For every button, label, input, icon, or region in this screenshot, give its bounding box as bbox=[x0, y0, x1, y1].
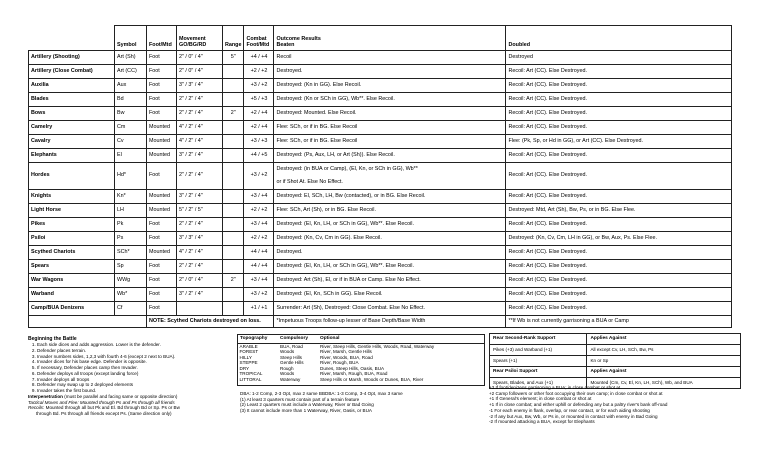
topography-compulsory: Woods bbox=[280, 371, 295, 377]
troop-movement bbox=[177, 302, 223, 316]
col-movement: Movement GO/BG/RD bbox=[177, 26, 223, 51]
support-applies: All except Cv, LH, SCh, Bw, Ps bbox=[587, 345, 741, 356]
troop-symbol: Cf bbox=[115, 302, 147, 316]
troop-name: Elephants bbox=[29, 149, 115, 163]
topography-compulsory: BUA, Road bbox=[280, 343, 303, 349]
troop-beaten bbox=[274, 107, 506, 121]
troop-type: Mounted bbox=[147, 135, 177, 149]
topography-type: TROPICAL bbox=[239, 371, 263, 377]
troop-name: War Wagons bbox=[29, 274, 115, 288]
troop-movement: 2" / 2" / 4" bbox=[177, 218, 223, 232]
troop-doubled: Destroyed: (Kn, Cv, Cm, LH in GG), or Bw, Aux, Ps. Else Flee. bbox=[506, 232, 732, 246]
col-symbol: Symbol bbox=[115, 26, 147, 51]
troop-doubled: Recoil: Art (CC). Else Destroyed. bbox=[506, 79, 732, 93]
troop-movement: 3" / 2" / 4" bbox=[177, 190, 223, 204]
troop-symbol: Cv bbox=[115, 135, 147, 149]
troop-table-header bbox=[29, 26, 732, 51]
troop-name: Bows bbox=[29, 107, 115, 121]
troop-range bbox=[223, 65, 244, 79]
troop-combat: +4 / +5 bbox=[244, 149, 274, 163]
troop-symbol: Cm bbox=[115, 121, 147, 135]
troop-beaten bbox=[274, 302, 506, 316]
troop-range bbox=[223, 288, 244, 302]
troop-symbol: Art (CC) bbox=[115, 65, 147, 79]
troop-doubled: Flee: (Pk, Sp, or Hd in GG), or Art (CC). Else Destroyed. bbox=[506, 135, 732, 149]
troop-beaten-text: Flee: SCh, or if in BG. Else Recoil bbox=[276, 137, 358, 144]
troop-row bbox=[29, 51, 732, 65]
col-combat: Combat Foot/Mtd bbox=[244, 26, 274, 51]
topography-type: DRY bbox=[239, 365, 250, 371]
troop-doubled: Recoil: Art (CC). Else Destroyed. bbox=[506, 107, 732, 121]
col-range: Range bbox=[223, 26, 244, 51]
troop-type: Foot bbox=[147, 65, 177, 79]
troop-range bbox=[223, 246, 244, 260]
note-warband: **If Wb is not currently garrisoning a BUA or Camp bbox=[506, 316, 732, 328]
troop-symbol: El bbox=[115, 149, 147, 163]
interpenetration-text: Interpenetration (must be parallel and facing same or opposite direction) bbox=[28, 393, 178, 399]
beginning-battle bbox=[28, 336, 228, 417]
interpenetration-line2: Tactical Moves and Flee: Mounted through Ps and Ps through all friends bbox=[28, 399, 175, 405]
modifier-line: -1 For each enemy in flank, overlap, or rear contact, or for each aiding shooting bbox=[489, 407, 650, 413]
troop-combat: +2 / +2 bbox=[244, 65, 274, 79]
topography-optional: Steep Hills or Marsh, Woods or Dunes, BUA, River bbox=[320, 376, 424, 382]
troop-movement: 4" / 2" / 4" bbox=[177, 135, 223, 149]
troop-table-body bbox=[29, 51, 732, 316]
troop-combat: +3 / +4 bbox=[244, 190, 274, 204]
troop-row bbox=[29, 260, 732, 274]
beginning-title: Beginning the Battle bbox=[28, 336, 77, 342]
recoils-line2: through Bd. Ps through all friends except Ps. (Same direction only) bbox=[36, 411, 172, 417]
support-troops: Pikes (+3) and Warband (+1) bbox=[490, 345, 587, 356]
modifier-line: -2 If any but Aux, Bw, Wb, or Ps in, or mounted in contact with enemy in Bad Going bbox=[489, 413, 658, 419]
troop-row bbox=[29, 93, 732, 107]
troop-range bbox=[223, 149, 244, 163]
troop-range: 2" bbox=[223, 107, 244, 121]
troop-type: Foot bbox=[147, 232, 177, 246]
troop-range bbox=[223, 135, 244, 149]
troop-beaten-text: Destroyed: (Kn in GG). Else Recoil. bbox=[276, 81, 362, 88]
troop-range bbox=[223, 163, 244, 190]
support-applies: Mounted (Cm, Cv, El, Kn, LH, SCh), Wb, and BUA bbox=[587, 378, 741, 389]
troop-row bbox=[29, 246, 732, 260]
dba-rules bbox=[240, 391, 488, 414]
troop-name: Scythed Chariots bbox=[29, 246, 115, 260]
modifier-line: +1 If in close combat; and either uphill or defending any but a paltry river's bank off-road bbox=[489, 402, 668, 408]
troop-movement: 3" / 2" / 4" bbox=[177, 288, 223, 302]
beginning-step: 8. Defender may swap up to 2 deployed elements bbox=[37, 382, 228, 388]
troop-name: Hordes bbox=[29, 163, 115, 190]
troop-beaten-text: Destroyed: Art (Sh), El, or if in BUA or Camp. Else No Effect. bbox=[276, 276, 421, 283]
troop-beaten bbox=[274, 218, 506, 232]
troop-type: Foot bbox=[147, 163, 177, 190]
col-outcome: Outcome Results Beaten bbox=[274, 26, 506, 51]
topography-optional: River, Marsh, Gentle Hills bbox=[320, 349, 372, 355]
troop-name: Artillery (Shooting) bbox=[29, 51, 115, 65]
dba-note: (1) At least 3 quarters must contain part of a terrain feature bbox=[240, 396, 360, 402]
troop-beaten-text: Destroyed: (in BUA or Camp), (El, Kn, or SCh in GG), Wb** bbox=[276, 166, 418, 172]
troop-symbol: Bw bbox=[115, 107, 147, 121]
troop-doubled: Recoil: Art (CC). Else Destroyed. bbox=[506, 218, 732, 232]
troop-movement: 2" / 2" / 4" bbox=[177, 107, 223, 121]
troop-range bbox=[223, 121, 244, 135]
beginning-step: 6. Defender deploys all troops (except landing force) bbox=[37, 371, 228, 377]
troop-doubled: Destroyed: Mtd, Art (Sh), Bw, Ps, or in BG. Else Flee. bbox=[506, 204, 732, 218]
troop-symbol: Pk bbox=[115, 218, 147, 232]
troop-range bbox=[223, 204, 244, 218]
troop-combat: +2 / +4 bbox=[244, 121, 274, 135]
troop-name: Camp/BUA Denizens bbox=[29, 302, 115, 316]
topography-optional: Dunes, Steep Hills, Oasis, BUA bbox=[320, 365, 385, 371]
topography-type: ARABLE bbox=[239, 343, 258, 349]
troop-beaten bbox=[274, 274, 506, 288]
troop-range: 5" bbox=[223, 51, 244, 65]
troop-beaten-text: Surrender: Art (Sh), Destroyed: Close Combat. Else No Effect. bbox=[276, 304, 425, 311]
troop-beaten bbox=[274, 79, 506, 93]
troop-movement: 2" / 2" / 4" bbox=[177, 260, 223, 274]
beginning-step: 3. Invader numbers sides, 1,2,3 with fourth 4-6 (except 2 next to BUA). bbox=[37, 354, 228, 360]
topography-compulsory: Woods bbox=[280, 349, 295, 355]
troop-row bbox=[29, 163, 732, 190]
troop-doubled: Recoil: Art (CC). Else Destroyed. bbox=[506, 246, 732, 260]
topography-type: LITTORAL bbox=[239, 376, 262, 382]
topography-compulsory: Rough bbox=[280, 365, 294, 371]
modifier-line: +1 If General's element; in close combat or shot at bbox=[489, 396, 592, 402]
troop-beaten-text: Flee: SCh, or if in BG. Else Recoil bbox=[276, 123, 358, 130]
troop-beaten-text: Destroyed: El, SCh, LH, Bw (contacted), or in BG. Else Recoil. bbox=[276, 192, 426, 199]
beginning-step: 7. Invader deploys all troops bbox=[37, 377, 228, 383]
support-header-cell: Rear Second-Rank Support bbox=[490, 334, 587, 345]
topography-type: FOREST bbox=[239, 349, 259, 355]
troop-type: Foot bbox=[147, 260, 177, 274]
troop-beaten-text: Destroyed: (Ps, Aux, LH, or Art (Sh)). Else Recoil. bbox=[276, 151, 395, 158]
troop-beaten bbox=[274, 204, 506, 218]
troop-beaten bbox=[274, 135, 506, 149]
combat-modifiers bbox=[489, 385, 744, 425]
notes-row bbox=[29, 316, 732, 328]
troop-symbol: Kn* bbox=[115, 190, 147, 204]
troop-beaten bbox=[274, 288, 506, 302]
troop-row bbox=[29, 135, 732, 149]
troop-combat: +2 / +4 bbox=[244, 107, 274, 121]
troop-movement: 5" / 2" / 5" bbox=[177, 204, 223, 218]
troop-range: 2" bbox=[223, 274, 244, 288]
troop-range bbox=[223, 232, 244, 246]
troop-type: Mounted bbox=[147, 190, 177, 204]
troop-name: Camelry bbox=[29, 121, 115, 135]
troop-row bbox=[29, 232, 732, 246]
troop-movement: 2" / 0" / 4" bbox=[177, 65, 223, 79]
troop-symbol: WWg bbox=[115, 274, 147, 288]
troop-doubled: Destroyed bbox=[506, 51, 732, 65]
troop-name: Pikes bbox=[29, 218, 115, 232]
troop-beaten-text: Destroyed: (El, Kn, LH, or SCh in GG), Wb**. Else Recoil. bbox=[276, 220, 414, 227]
troop-row bbox=[29, 218, 732, 232]
troop-beaten bbox=[274, 149, 506, 163]
troop-combat: +2 / +2 bbox=[244, 204, 274, 218]
troop-combat: +3 / +2 bbox=[244, 79, 274, 93]
troop-name: Psiloi bbox=[29, 232, 115, 246]
troop-type: Foot bbox=[147, 218, 177, 232]
troop-beaten bbox=[274, 246, 506, 260]
troop-range bbox=[223, 190, 244, 204]
troop-row bbox=[29, 204, 732, 218]
troop-doubled: Recoil: Art (CC). Else Destroyed. bbox=[506, 93, 732, 107]
troop-combat: +5 / +3 bbox=[244, 93, 274, 107]
troop-movement: 2" / 0" / 4" bbox=[177, 51, 223, 65]
troop-symbol: Art (Sh) bbox=[115, 51, 147, 65]
troop-beaten bbox=[274, 232, 506, 246]
support-header-cell: Applies Against bbox=[587, 367, 741, 378]
troop-row bbox=[29, 274, 732, 288]
troop-name: Knights bbox=[29, 190, 115, 204]
support-row bbox=[490, 356, 741, 367]
troop-type: Foot bbox=[147, 302, 177, 316]
beginning-step: 1. Each side dices and adds aggression. Lower is the defender. bbox=[37, 342, 228, 348]
troop-movement: 2" / 0" / 4" bbox=[177, 274, 223, 288]
support-row bbox=[490, 345, 741, 356]
troop-beaten bbox=[274, 65, 506, 79]
troop-row bbox=[29, 107, 732, 121]
troop-row bbox=[29, 288, 732, 302]
support-header-cell: Rear Psiloi Support bbox=[490, 367, 587, 378]
troop-name: Cavalry bbox=[29, 135, 115, 149]
troop-row bbox=[29, 121, 732, 135]
troop-beaten bbox=[274, 51, 506, 65]
troop-doubled: Recoil: Art (CC). Else Destroyed. bbox=[506, 302, 732, 316]
troop-doubled: Recoil: Art (CC). Else Destroyed. bbox=[506, 149, 732, 163]
troop-type: Foot bbox=[147, 288, 177, 302]
troop-symbol: SCh* bbox=[115, 246, 147, 260]
dba-note: (3) It cannot include more than 1 Waterway, River, Oasis, or BUA bbox=[240, 408, 372, 414]
troop-name: Blades bbox=[29, 93, 115, 107]
troop-doubled: Recoil: Art (CC). Else Destroyed. bbox=[506, 260, 732, 274]
topography-type: STEPPE bbox=[239, 360, 258, 366]
beginning-step: 4. Invader dices for his base edge. Defender is opposite. bbox=[37, 359, 228, 365]
support-applies: Kn or Sp bbox=[587, 356, 741, 367]
topography-type: HILLY bbox=[239, 354, 252, 360]
topography-row bbox=[238, 377, 485, 383]
topography-compulsory: Gentle Hills bbox=[280, 360, 304, 366]
troop-combat: +3 / +2 bbox=[244, 163, 274, 190]
troop-movement: 4" / 2" / 4" bbox=[177, 121, 223, 135]
troop-doubled: Recoil: Art (CC). Else Destroyed. bbox=[506, 190, 732, 204]
note-impetuous: *Impetuous Troops follow-up lesser of Base Depth/Base Width bbox=[274, 316, 506, 328]
troop-type: Mounted bbox=[147, 121, 177, 135]
troop-doubled: Recoil: Art (CC). Else Destroyed. bbox=[506, 274, 732, 288]
troop-combat: +4 / +4 bbox=[244, 260, 274, 274]
troop-movement: 4" / 2" / 4" bbox=[177, 246, 223, 260]
troop-range bbox=[223, 93, 244, 107]
topography-optional: River, Marsh, Rough, BUA, Road bbox=[320, 371, 388, 377]
support-header-cell: Applies Against bbox=[587, 334, 741, 345]
troop-beaten-text: Flee: SCh, Art (Sh), or in BG. Else Recoil. bbox=[276, 206, 376, 213]
topography-header: Topography Compulsory Optional bbox=[238, 335, 485, 344]
col-doubled: Doubled bbox=[506, 26, 732, 51]
troop-symbol: Hd* bbox=[115, 163, 147, 190]
beginning-step: 2. Defender places terrain. bbox=[37, 348, 228, 354]
troop-combat: +1 / +1 bbox=[244, 302, 274, 316]
troop-symbol: Aux bbox=[115, 79, 147, 93]
support-header bbox=[490, 367, 741, 378]
modifier-line: +2 Camp followers or other foot occupying their own camp; in close combat or shot at bbox=[489, 390, 663, 396]
support-header bbox=[490, 334, 741, 345]
troop-beaten bbox=[274, 260, 506, 274]
troop-combat: +3 / +2 bbox=[244, 288, 274, 302]
modifier-line: +3 If foot/denizens garrisoning a BUA; in close combat or shot at bbox=[489, 385, 621, 390]
troop-doubled: Recoil: Art (CC). Else Destroyed. bbox=[506, 163, 732, 190]
troop-range bbox=[223, 260, 244, 274]
troop-beaten-text: Destroyed: (Kn, Cv, Cm in GG). Else Recoil. bbox=[276, 234, 382, 241]
topography-table bbox=[237, 334, 485, 382]
troop-row bbox=[29, 65, 732, 79]
troop-symbol: Bd bbox=[115, 93, 147, 107]
topography-optional: River, Steep Hills, Gentle Hills, Woods, Road, Waterway bbox=[320, 343, 435, 349]
troop-movement: 2" / 2" / 4" bbox=[177, 163, 223, 190]
troop-beaten bbox=[274, 121, 506, 135]
troop-row bbox=[29, 79, 732, 93]
troop-name: Light Horse bbox=[29, 204, 115, 218]
troop-beaten-text-2: or if Shot At. Else No Effect. bbox=[276, 179, 343, 185]
troop-symbol: Sp bbox=[115, 260, 147, 274]
troop-beaten-text: Destroyed: (El, Kn, LH, or SCh in GG), Wb**. Else Recoil. bbox=[276, 262, 414, 269]
troop-combat: +3 / +4 bbox=[244, 218, 274, 232]
troop-type: Mounted bbox=[147, 149, 177, 163]
troop-name: Auxilia bbox=[29, 79, 115, 93]
topography-compulsory: Waterway bbox=[280, 376, 301, 382]
topography-optional: River, Woods, BUA, Road bbox=[320, 354, 373, 360]
troop-range bbox=[223, 302, 244, 316]
support-table bbox=[489, 333, 741, 389]
troop-symbol: Wb* bbox=[115, 288, 147, 302]
troop-range bbox=[223, 218, 244, 232]
recoils-text: Recoils: Mounted through all but Pk and El. Bd through Bd or Sp. Ps or Bw bbox=[28, 405, 180, 411]
troop-combat: +3 / +4 bbox=[244, 274, 274, 288]
support-troops: Spears (+1) bbox=[490, 356, 587, 367]
troop-combat: +3 / +3 bbox=[244, 135, 274, 149]
troop-beaten-text: Recoil bbox=[276, 53, 292, 60]
troop-doubled: Recoil: Art (CC). Else Destroyed. bbox=[506, 121, 732, 135]
troop-type: Foot bbox=[147, 93, 177, 107]
troop-combat: +4 / +4 bbox=[244, 246, 274, 260]
troop-symbol: Ps bbox=[115, 232, 147, 246]
troop-name: Warband bbox=[29, 288, 115, 302]
troop-beaten bbox=[274, 190, 506, 204]
troop-table bbox=[28, 25, 732, 328]
topography-optional: River, Rough, BUA bbox=[320, 360, 359, 366]
troop-symbol: LH bbox=[115, 204, 147, 218]
troop-name: Spears bbox=[29, 260, 115, 274]
troop-beaten-text: Destroyed: (Kn or SCh in GG), Wb**. Else Recoil. bbox=[276, 95, 395, 102]
troop-beaten-text: Destroyed. bbox=[276, 67, 303, 74]
troop-row bbox=[29, 190, 732, 204]
troop-beaten-text: Destroyed: (El, Kn, SCh in GG). Else Recoil. bbox=[276, 290, 383, 297]
troop-combat: +4 / +4 bbox=[244, 51, 274, 65]
troop-row bbox=[29, 149, 732, 163]
troop-type: Foot bbox=[147, 274, 177, 288]
troop-beaten-text: Destroyed: Mounted. Else Recoil. bbox=[276, 109, 357, 116]
troop-movement: 2" / 2" / 4" bbox=[177, 93, 223, 107]
troop-row bbox=[29, 302, 732, 316]
troop-doubled: Recoil: Art (CC). Else Destroyed. bbox=[506, 65, 732, 79]
troop-beaten-text: Destroyed. bbox=[276, 248, 303, 255]
beginning-steps bbox=[28, 342, 228, 394]
troop-beaten bbox=[274, 93, 506, 107]
support-troops: Spears, Blades, and Aux (+1) bbox=[490, 378, 587, 389]
troop-name: Artillery (Close Combat) bbox=[29, 65, 115, 79]
troop-beaten bbox=[274, 163, 506, 190]
modifier-line: -2 If mounted attacking a BUA, except for Elephants bbox=[489, 419, 595, 425]
troop-type: Foot bbox=[147, 107, 177, 121]
beginning-step: 5. If necessary, Defender places camp then Invader. bbox=[37, 365, 228, 371]
troop-combat: +2 / +2 bbox=[244, 232, 274, 246]
troop-movement: 3" / 3" / 4" bbox=[177, 79, 223, 93]
troop-doubled: Recoil: Art (CC). Else Destroyed. bbox=[506, 288, 732, 302]
col-footmtd: Foot/Mtd bbox=[147, 26, 177, 51]
dba-note: (2) Least 2 quarters must include a Waterway, River or Bad Going bbox=[240, 402, 374, 408]
troop-movement: 3" / 2" / 4" bbox=[177, 149, 223, 163]
dba-counts: DBA: 1-2 Comp, 2-3 Opt, max 2 same BBDBA: 1-3 Comp, 3-4 Opt, max 3 same bbox=[240, 391, 403, 396]
topography-compulsory: Steep Hills bbox=[280, 354, 302, 360]
troop-type: Mounted bbox=[147, 204, 177, 218]
troop-type: Foot bbox=[147, 51, 177, 65]
troop-type: Foot bbox=[147, 79, 177, 93]
beginning-step: 9. Invader takes the first bound. bbox=[37, 388, 228, 394]
troop-movement: 3" / 3" / 4" bbox=[177, 232, 223, 246]
troop-range bbox=[223, 79, 244, 93]
troop-type: Mounted bbox=[147, 246, 177, 260]
note-scythed: NOTE: Scythed Chariots destroyed on loss. bbox=[147, 316, 274, 328]
